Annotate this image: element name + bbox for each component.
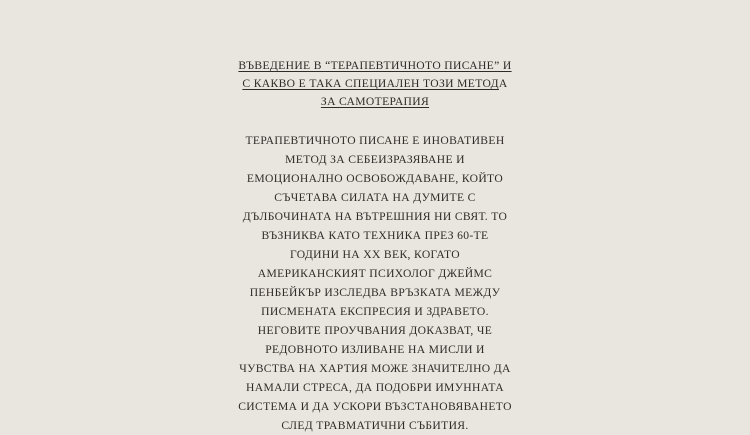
article-body [228, 131, 522, 435]
body-line: НАМАЛИ СТРЕСА, ДА ПОДОБРИ ИМУННАТА [246, 381, 504, 394]
body-line: ДЪЛБОЧИНАТА НА ВЪТРЕШНИЯ НИ СВЯТ. ТО [242, 210, 508, 223]
body-line: ЕМОЦИОНАЛНО ОСВОБОЖДАВАНЕ, КОЙТО [246, 172, 504, 185]
body-line: РЕДОВНОТО ИЗЛИВАНЕ НА МИСЛИ И [265, 343, 485, 356]
article-title [228, 57, 522, 111]
body-line: ЧУВСТВА НА ХАРТИЯ МОЖЕ ЗНАЧИТЕЛНО ДА [239, 362, 511, 375]
body-line: МЕТОД ЗА СЕБЕИЗРАЗЯВАНЕ И [285, 153, 465, 166]
body-line: ГОДИНИ НА XX ВЕК, КОГАТО [289, 248, 461, 261]
body-line: ТЕРАПЕВТИЧНОТО ПИСАНЕ Е ИНОВАТИВЕН [245, 134, 505, 147]
title-link-text[interactable]: ВЪВЕДЕНИЕ В “ТЕРАПЕВТИЧНОТО ПИСАНЕ” И [238, 59, 512, 72]
title-link-text[interactable]: ЗА САМОТЕРАПИЯ [320, 95, 430, 108]
title-link-text[interactable]: С КАКВО Е ТАКА СПЕЦИАЛЕН ТОЗИ МЕТОД [242, 77, 499, 90]
body-line: ВЪЗНИКВА КАТО ТЕХНИКА ПРЕЗ 60-ТЕ [261, 229, 489, 242]
body-line: ПЕНБЕЙКЪР ИЗСЛЕДВА ВРЪЗКАТА МЕЖДУ [249, 286, 501, 299]
body-line: СЛЕД ТРАВМАТИЧНИ СЪБИТИЯ. [281, 419, 469, 432]
title-line [228, 57, 522, 75]
body-line: СЪЧЕТАВА СИЛАТА НА ДУМИТЕ С [274, 191, 476, 204]
body-line: НЕГОВИТЕ ПРОУЧВАНИЯ ДОКАЗВАТ, ЧЕ [257, 324, 493, 337]
title-line-tail: А [498, 77, 508, 90]
body-line: СИСТЕМА И ДА УСКОРИ ВЪЗСТАНОВЯВАНЕТО [238, 400, 512, 413]
title-line [228, 75, 522, 93]
title-line [228, 93, 522, 111]
body-line: АМЕРИКАНСКИЯТ ПСИХОЛОГ ДЖЕЙМС [257, 267, 493, 280]
article [228, 57, 522, 435]
body-line: ПИСМЕНАТА ЕКСПРЕСИЯ И ЗДРАВЕТО. [261, 305, 489, 318]
